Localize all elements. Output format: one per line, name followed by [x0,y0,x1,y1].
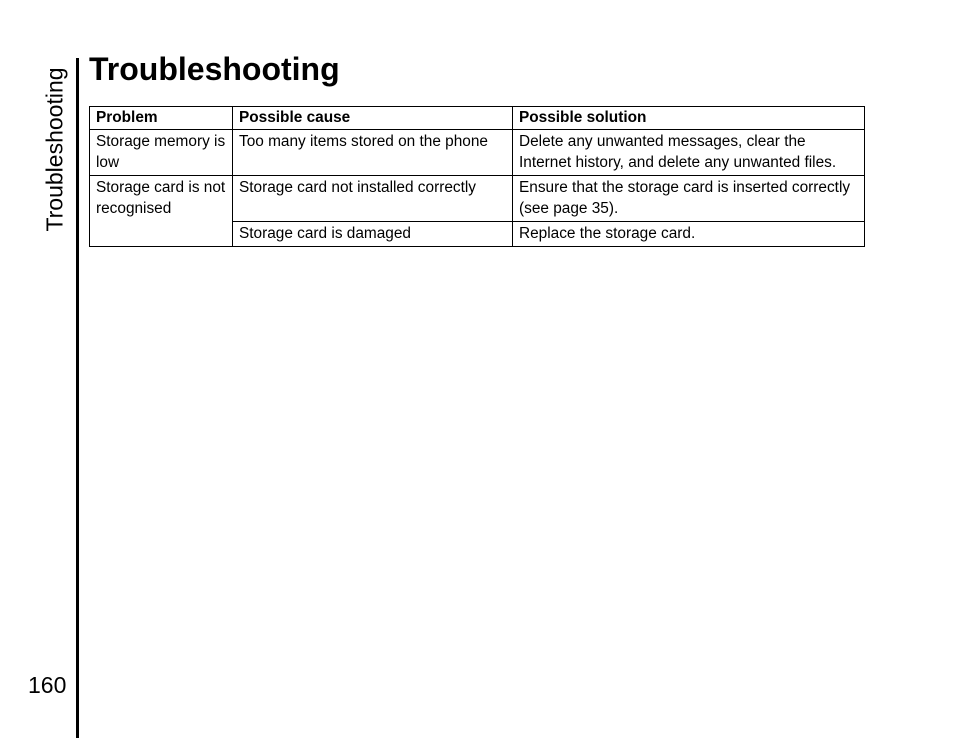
solution-cell: Delete any unwanted messages, clear the Internet history, and delete any unwanted files. [513,130,865,176]
solution-cell: Replace the storage card. [513,222,865,247]
cause-cell: Too many items stored on the phone [233,130,513,176]
header-possible-cause: Possible cause [233,107,513,130]
table-row [90,176,865,222]
page-number: 160 [28,672,67,698]
page-title: Troubleshooting [89,51,340,87]
section-tab [40,58,70,240]
table-header-row [90,107,865,130]
problem-cell: Storage memory is low [90,130,233,176]
solution-cell: Ensure that the storage card is inserted correctly (see page 35). [513,176,865,222]
cause-cell: Storage card is damaged [233,222,513,247]
header-problem: Problem [90,107,233,130]
side-divider-rule [76,58,79,738]
table-row [90,130,865,176]
troubleshooting-table [89,106,865,247]
header-possible-solution: Possible solution [513,107,865,130]
cause-cell: Storage card not installed correctly [233,176,513,222]
section-tab-label: Troubleshooting [41,66,68,232]
problem-cell: Storage card is not recognised [90,176,233,247]
